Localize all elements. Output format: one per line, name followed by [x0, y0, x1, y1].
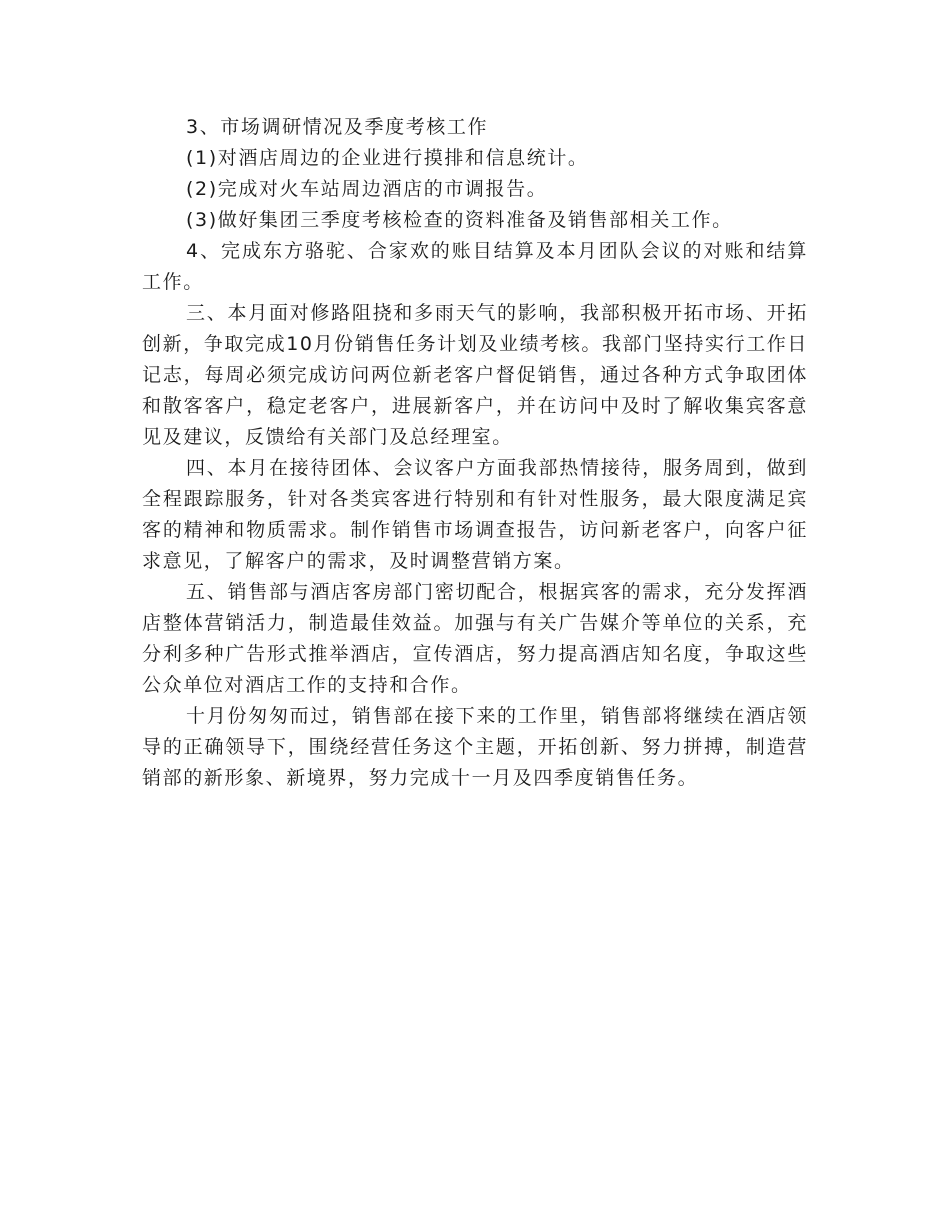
paragraph-conclusion: 十月份匆匆而过，销售部在接下来的工作里，销售部将继续在酒店领导的正确领导下，围绕经营任务这个主题，开拓创新、努力拼搏，制造营销部的新形象、新境界，努力完成十一月及四季度销售任务。 [142, 705, 808, 789]
paragraph-section-3-heading: 3、市场调研情况及季度考核工作 [186, 116, 489, 138]
paragraph-item-2: (2)完成对火车站周边酒店的市调报告。 [186, 178, 548, 200]
paragraph-item-1: (1)对酒店周边的企业进行摸排和信息统计。 [186, 147, 589, 169]
paragraph-part-three: 三、本月面对修路阻挠和多雨天气的影响，我部积极开拓市场、开拓创新，争取完成10月份销售任务计划及业绩考核。我部门坚持实行工作日记志，每周必须完成访问两位新老客户督促销售，通过各种方式争取团体和散客客户，稳定老客户，进展新客户，并在访问中及时了解收集宾客意见及建议，反馈给有关部门及总经理室。 [142, 302, 808, 448]
document-body [142, 112, 808, 794]
paragraph-section-4: 4、完成东方骆驼、合家欢的账目结算及本月团队会议的对账和结算工作。 [142, 240, 808, 293]
paragraph-part-four: 四、本月在接待团体、会议客户方面我部热情接待，服务周到，做到全程跟踪服务，针对各类宾客进行特别和有针对性服务，最大限度满足宾客的精神和物质需求。制作销售市场调查报告，访问新老客户，向客户征求意见，了解客户的需求，及时调整营销方案。 [142, 457, 808, 572]
paragraph-item-3: (3)做好集团三季度考核检查的资料准备及销售部相关工作。 [186, 209, 733, 231]
paragraph-part-five: 五、销售部与酒店客房部门密切配合，根据宾客的需求，充分发挥酒店整体营销活力，制造最佳效益。加强与有关广告媒介等单位的关系，充分利多种广告形式推举酒店，宣传酒店，努力提高酒店知名度，争取这些公众单位对酒店工作的支持和合作。 [142, 581, 808, 696]
